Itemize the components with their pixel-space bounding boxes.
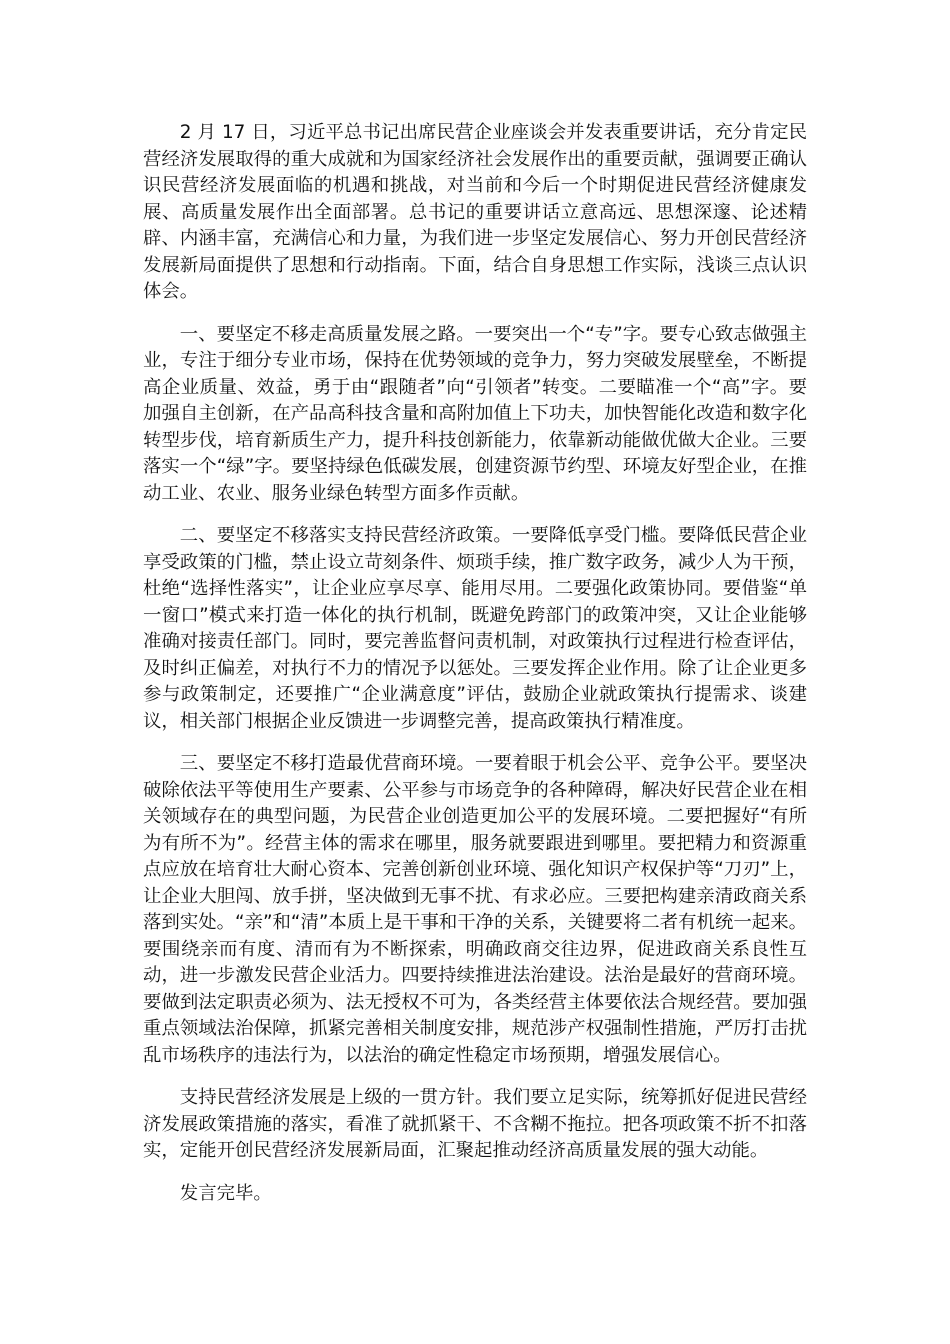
paragraph-point-one: 一、要坚定不移走高质量发展之路。一要突出一个“专”字。要专心致志做强主业，专注于细分专业市场，保持在优势领域的竞争力，努力突破发展壁垒，不断提高企业质量、效益，勇于由“跟随者”向“引领者”转变。二要瞄准一个“高”字。要加强自主创新，在产品高科技含量和高附加值上下功夫，加快智能化改造和数字化转型步伐，培育新质生产力，提升科技创新能力，依靠新动能做优做大企业。三要落实一个“绿”字。要坚持绿色低碳发展，创建资源节约型、环境友好型企业，在推动工业、农业、服务业绿色转型方面多作贡献。 [143,323,807,504]
paragraph-closing: 发言完毕。 [179,1182,272,1204]
paragraph-point-two: 二、要坚定不移落实支持民营经济政策。一要降低享受门槛。要降低民营企业享受政策的门槛，禁止设立苛刻条件、烦琐手续，推广数字政务，减少人为干预，杜绝“选择性落实”，让企业应享尽享、能用尽用。二要强化政策协同。要借鉴“单一窗口”模式来打造一体化的执行机制，既避免跨部门的政策冲突，又让企业能够准确对接责任部门。同时，要完善监督问责机制，对政策执行过程进行检查评估，及时纠正偏差，对执行不力的情况予以惩处。三要发挥企业作用。除了让企业更多参与政策制定，还要推广“企业满意度”评估，鼓励企业就政策执行提需求、谈建议，相关部门根据企业反馈进一步调整完善，提高政策执行精准度。 [143,525,807,732]
paragraph-point-three: 三、要坚定不移打造最优营商环境。一要着眼于机会公平、竞争公平。要坚决破除依法平等使用生产要素、公平参与市场竞争的各种障碍，解决好民营企业在相关领域存在的典型问题，为民营企业创造更加公平的发展环境。二要把握好“有所为有所不为”。经营主体的需求在哪里，服务就要跟进到哪里。要把精力和资源重点应放在培育壮大耐心资本、完善创新创业环境、强化知识产权保护等“刀刃”上，让企业大胆闯、放手拼，坚决做到无事不扰、有求必应。三要把构建亲清政商关系落到实处。“亲”和“清”本质上是干事和干净的关系，关键要将二者有机统一起来。要围绕亲而有度、清而有为不断探索，明确政商交往边界，促进政商关系良性互动，进一步激发民营企业活力。四要持续推进法治建设。法治是最好的营商环境。要做到法定职责必须为、法无授权不可为，各类经营主体要依法合规经营。要加强重点领域法治保障，抓紧完善相关制度安排，规范涉产权强制性措施，严厉打击扰乱市场秩序的违法行为，以法治的确定性稳定市场预期，增强发展信心。 [143,753,807,1066]
paragraph-intro: 2 月 17 日，习近平总书记出席民营企业座谈会并发表重要讲话，充分肯定民营经济发展取得的重大成就和为国家经济社会发展作出的重要贡献，强调要正确认识民营经济发展面临的机遇和挑战，对当前和今后一个时期促进民营经济健康发展、高质量发展作出全面部署。总书记的重要讲话立意高远、思想深邃、论述精辟、内涵丰富，充满信心和力量，为我们进一步坚定发展信心、努力开创民营经济发展新局面提供了思想和行动指南。下面，结合自身思想工作实际，浅谈三点认识体会。 [143,122,807,302]
paragraph-conclusion: 支持民营经济发展是上级的一贯方针。我们要立足实际，统筹抓好促进民营经济发展政策措施的落实，看准了就抓紧干、不含糊不拖拉。把各项政策不折不扣落实，定能开创民营经济发展新局面，汇聚起推动经济高质量发展的强大动能。 [143,1087,807,1161]
document-body [143,120,807,1207]
